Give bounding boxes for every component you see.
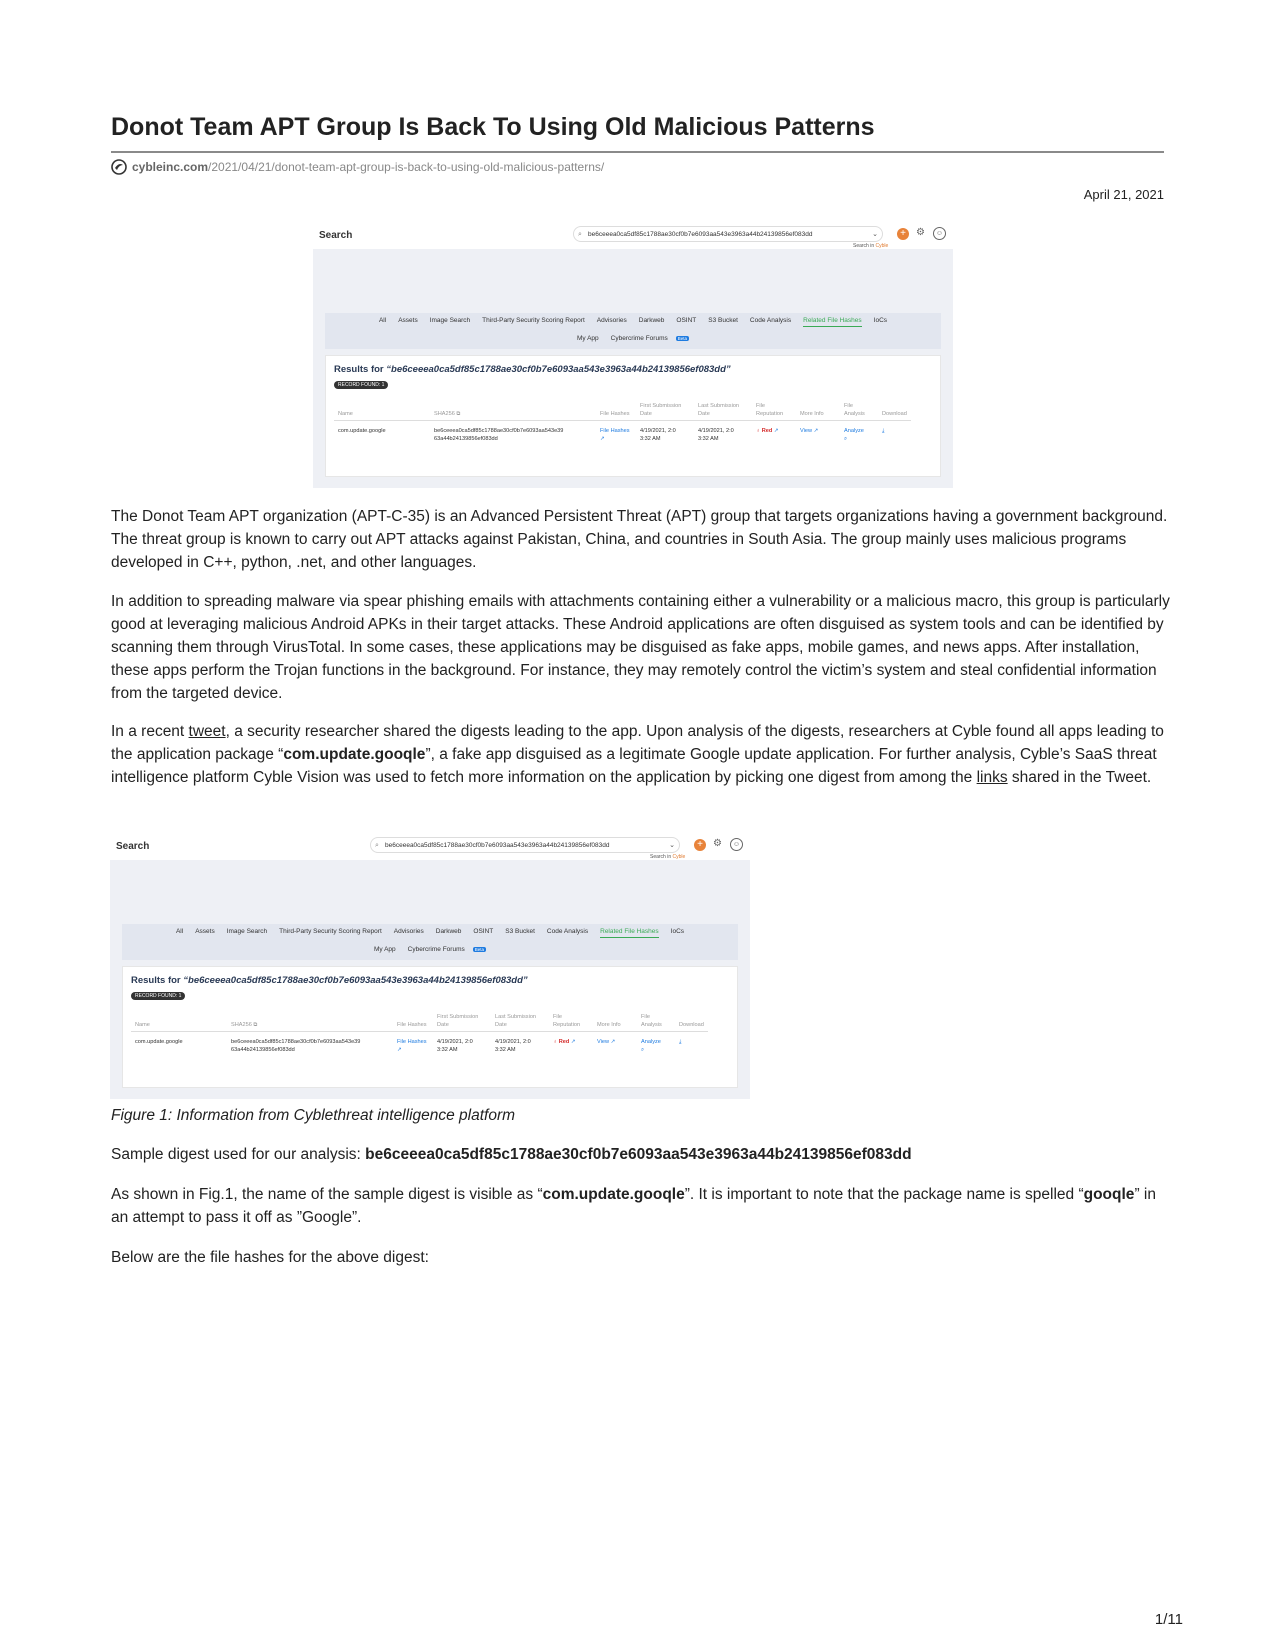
col-file-hashes: File Hashes: [596, 400, 636, 421]
search-input[interactable]: [573, 226, 883, 242]
col-analysis: File Analysis: [637, 1011, 675, 1032]
last-date: 4/19/2021, 2:0: [495, 1039, 531, 1045]
cell-name: com.update.googlе: [135, 1039, 183, 1045]
ribbon-icon: ♁: [553, 1039, 558, 1045]
col-sha256-label: SHA256: [231, 1022, 252, 1028]
tab-assets[interactable]: Assets: [195, 928, 215, 935]
col-name: Name: [131, 1011, 227, 1032]
user-icon[interactable]: ☺: [730, 838, 743, 851]
external-link-icon[interactable]: ↗: [813, 428, 819, 434]
search-icon[interactable]: ⌕: [641, 1047, 645, 1053]
file-hashes-link[interactable]: File Hashes: [397, 1039, 427, 1045]
col-more-info: More Info: [593, 1011, 637, 1032]
record-found-badge: RECORD FOUND: 1: [334, 381, 388, 389]
package-name: com.update.gooqle: [283, 746, 426, 763]
title-divider: [111, 151, 1164, 153]
p5-text-c: ” in an attempt to pass it off as ”Google”.: [111, 1186, 1156, 1226]
table-header: [334, 400, 911, 421]
search-in-brand: Cyble: [875, 243, 889, 249]
tab-bar: [325, 313, 941, 349]
tab-image-search[interactable]: Image Search: [226, 928, 268, 935]
view-link[interactable]: View: [597, 1039, 610, 1045]
cell-analysis[interactable]: [637, 1032, 675, 1057]
search-icon: ⌕: [375, 842, 379, 849]
tab-iocs[interactable]: IoCs: [670, 928, 685, 935]
cell-analysis[interactable]: [840, 421, 878, 446]
reputation-value: Red: [761, 428, 773, 434]
tab-row-1: [325, 317, 941, 324]
col-sha256-label: SHA256: [434, 411, 455, 417]
tweet-link[interactable]: tweet: [188, 723, 226, 740]
search-label: Search: [319, 230, 353, 241]
chevron-down-icon[interactable]: ⌄: [669, 842, 675, 849]
analyze-link[interactable]: Analyze: [641, 1039, 661, 1045]
first-date: 4/19/2021, 2:0: [640, 428, 676, 434]
cell-download[interactable]: [878, 421, 911, 446]
source-path[interactable]: /2021/04/21/donot-team-apt-group-is-back-to-using-old-malicious-patterns/: [208, 160, 605, 174]
record-found-badge: RECORD FOUND: 1: [131, 992, 185, 1000]
cell-reputation[interactable]: [549, 1032, 593, 1057]
col-reputation: File Reputation: [752, 400, 796, 421]
download-icon[interactable]: ⤓: [882, 428, 885, 434]
results-title: [334, 364, 731, 375]
p3-text-a: In a recent: [111, 723, 189, 740]
tab-third-party-security-scoring-report[interactable]: Third-Party Security Scoring Report: [279, 928, 382, 935]
results-panel: [122, 966, 738, 1088]
add-icon[interactable]: +: [897, 228, 909, 240]
tab-advisories[interactable]: Advisories: [393, 928, 424, 935]
results-table: [334, 400, 911, 445]
first-date: 4/19/2021, 2:0: [437, 1039, 473, 1045]
cell-first-date: [433, 1032, 491, 1057]
copy-icon[interactable]: ⧉: [253, 1022, 258, 1028]
gear-icon[interactable]: ⚙: [713, 838, 722, 849]
package-name-2: com.update.gooqle: [542, 1186, 685, 1203]
links-link[interactable]: links: [976, 769, 1008, 786]
source-line: [111, 159, 604, 175]
col-more-info: More Info: [796, 400, 840, 421]
search-in-prefix: Search in: [853, 243, 875, 249]
external-link-icon[interactable]: ↗: [570, 1039, 576, 1045]
p5-text-a: As shown in Fig.1, the name of the sample digest is visible as “: [111, 1186, 543, 1203]
paragraph-6: Below are the file hashes for the above digest:: [111, 1249, 429, 1266]
sha256-line1: be6ceeea0ca5df85c1788ae30cf0b7e6093aa543e39: [231, 1039, 361, 1045]
col-first-date: First Submission Date: [636, 400, 694, 421]
col-first-date: First Submission Date: [433, 1011, 491, 1032]
download-icon[interactable]: ⤓: [679, 1039, 682, 1045]
col-reputation: File Reputation: [549, 1011, 593, 1032]
tab-cybercrime-forums[interactable]: Cybercrime Forums: [407, 946, 465, 953]
content-area: [110, 860, 750, 1099]
p4-text: Sample digest used for our analysis:: [111, 1146, 366, 1163]
cell-download[interactable]: [675, 1032, 708, 1057]
tab-my-app[interactable]: My App: [576, 335, 599, 342]
results-prefix: Results for: [131, 975, 181, 986]
tab-related-file-hashes[interactable]: Related File Hashes: [600, 928, 659, 938]
tab-s3-bucket[interactable]: S3 Bucket: [708, 317, 738, 324]
p3-text-b: , a security researcher shared the digests leading to the app. Upon analysis of the digests, researchers at Cyble found all apps leading to the application package “: [111, 723, 1164, 763]
tab-advisories[interactable]: Advisories: [596, 317, 627, 324]
table-row[interactable]: [334, 421, 911, 446]
cyble-logo-icon: [111, 159, 127, 175]
table-row[interactable]: [131, 1032, 708, 1057]
add-icon[interactable]: +: [694, 839, 706, 851]
table-header: [131, 1011, 708, 1032]
tab-s3-bucket[interactable]: S3 Bucket: [505, 928, 535, 935]
cell-more-info[interactable]: [593, 1032, 637, 1057]
results-query: “be6ceeea0ca5df85c1788ae30cf0b7e6093aa543e3963a44b24139856ef083dd”: [183, 975, 528, 986]
page-number: 1/11: [1154, 1611, 1183, 1628]
col-last-date: Last Submission Date: [694, 400, 752, 421]
analyze-link[interactable]: Analyze: [844, 428, 864, 434]
beta-badge: Beta: [474, 947, 484, 952]
col-download: Download: [878, 400, 911, 421]
last-date: 4/19/2021, 2:0: [698, 428, 734, 434]
search-value: be6ceeea0ca5df85c1788ae30cf0b7e6093aa543e3963a44b24139856ef083dd: [588, 231, 813, 238]
external-link-icon[interactable]: ↗: [610, 1039, 616, 1045]
tab-row-1: [122, 928, 738, 935]
tab-bar: [122, 924, 738, 960]
ribbon-icon: ♁: [756, 428, 761, 434]
p3-text-d: shared in the Tweet.: [1007, 769, 1152, 786]
chevron-down-icon[interactable]: ⌄: [872, 231, 878, 238]
tab-darkweb[interactable]: Darkweb: [435, 928, 462, 935]
reputation-value: Red: [558, 1039, 570, 1045]
col-download: Download: [675, 1011, 708, 1032]
file-hashes-link[interactable]: File Hashes: [600, 428, 630, 434]
sample-digest: be6ceeea0ca5df85c1788ae30cf0b7e6093aa543e3963a44b24139856ef083dd: [365, 1146, 912, 1163]
tab-darkweb[interactable]: Darkweb: [638, 317, 665, 324]
beta-badge: Beta: [677, 336, 687, 341]
content-area: [313, 249, 953, 488]
cell-reputation[interactable]: [752, 421, 796, 446]
cell-sha256: [227, 1032, 393, 1057]
cell-last-date: [491, 1032, 549, 1057]
gear-icon[interactable]: ⚙: [916, 227, 925, 238]
tab-all[interactable]: All: [378, 317, 387, 324]
cell-name: com.update.googlе: [338, 428, 386, 434]
external-link-icon[interactable]: ↗: [773, 428, 779, 434]
tab-related-file-hashes[interactable]: Related File Hashes: [803, 317, 862, 327]
tab-assets[interactable]: Assets: [398, 317, 418, 324]
search-icon: ⌕: [578, 231, 582, 238]
search-icon[interactable]: ⌕: [844, 436, 848, 442]
search-value: be6ceeea0ca5df85c1788ae30cf0b7e6093aa543e3963a44b24139856ef083dd: [385, 842, 610, 849]
col-file-hashes: File Hashes: [393, 1011, 433, 1032]
tab-my-app[interactable]: My App: [373, 946, 396, 953]
last-time: 3:32 AM: [495, 1047, 516, 1053]
p3-text-c: ”, a fake app disguised as a legitimate Google update application. For further analysis, Cyble’s SaaS threat intelligence platform Cyble Vision was used to fetch more information on the application by picking one digest from among the: [111, 746, 1157, 786]
tab-iocs[interactable]: IoCs: [873, 317, 888, 324]
copy-icon[interactable]: ⧉: [456, 411, 461, 417]
tab-row-2: [325, 335, 941, 342]
paragraph-1: The Donot Team APT organization (APT-C-35) is an Advanced Persistent Threat (APT) group that targets organizations having a government background. The threat group is known to carry out APT attacks against Pakistan, China, and countries in South Asia. The group mainly uses malicious programs developed in C++, python, .net, and other languages.: [111, 508, 1168, 571]
tab-all[interactable]: All: [175, 928, 184, 935]
misspelling: gooqle: [1083, 1186, 1135, 1203]
col-sha256: [227, 1011, 393, 1032]
results-query: “be6ceeea0ca5df85c1788ae30cf0b7e6093aa543e3963a44b24139856ef083dd”: [386, 364, 731, 375]
cell-file-hashes[interactable]: [596, 421, 636, 446]
search-in-prefix: Search in: [650, 854, 672, 860]
screenshot-2: [110, 833, 750, 1099]
sha256-line1: be6ceeea0ca5df85c1788ae30cf0b7e6093aa543e39: [434, 428, 564, 434]
col-analysis: File Analysis: [840, 400, 878, 421]
results-table: [131, 1011, 708, 1056]
article-title: Donot Team APT Group Is Back To Using Old Malicious Patterns: [111, 113, 875, 141]
cell-file-hashes[interactable]: [393, 1032, 433, 1057]
figure-caption: Figure 1: Information from Cyblethreat intelligence platform: [111, 1107, 516, 1124]
col-sha256: [430, 400, 596, 421]
paragraph-3: [111, 720, 1171, 789]
search-input[interactable]: [370, 837, 680, 853]
cell-last-date: [694, 421, 752, 446]
user-icon[interactable]: ☺: [933, 227, 946, 240]
paragraph-5: [111, 1183, 1171, 1229]
publish-date: April 21, 2021: [1083, 187, 1164, 202]
external-link-icon[interactable]: ↗: [600, 436, 605, 442]
cell-first-date: [636, 421, 694, 446]
view-link[interactable]: View: [800, 428, 813, 434]
first-time: 3:32 AM: [437, 1047, 458, 1053]
results-title: [131, 975, 528, 986]
tab-code-analysis[interactable]: Code Analysis: [546, 928, 589, 935]
tab-third-party-security-scoring-report[interactable]: Third-Party Security Scoring Report: [482, 317, 585, 324]
tab-cybercrime-forums[interactable]: Cybercrime Forums: [610, 335, 668, 342]
results-prefix: Results for: [334, 364, 384, 375]
external-link-icon[interactable]: ↗: [397, 1047, 402, 1053]
source-domain[interactable]: cybleinc.com: [132, 160, 209, 174]
tab-osint[interactable]: OSINT: [473, 928, 494, 935]
paragraph-4: [111, 1143, 1171, 1166]
screenshot-1: [313, 222, 953, 488]
col-last-date: Last Submission Date: [491, 1011, 549, 1032]
sha256-line2: 63a44b24139856ef083dd: [231, 1047, 295, 1053]
tab-image-search[interactable]: Image Search: [429, 317, 471, 324]
tab-code-analysis[interactable]: Code Analysis: [749, 317, 792, 324]
p5-text-b: ”. It is important to note that the package name is spelled “: [684, 1186, 1084, 1203]
tab-row-2: [122, 946, 738, 953]
search-in-brand: Cyble: [672, 854, 686, 860]
cell-more-info[interactable]: [796, 421, 840, 446]
results-panel: [325, 355, 941, 477]
tab-osint[interactable]: OSINT: [676, 317, 697, 324]
last-time: 3:32 AM: [698, 436, 719, 442]
search-label: Search: [116, 841, 150, 852]
col-name: Name: [334, 400, 430, 421]
cell-sha256: [430, 421, 596, 446]
sha256-line2: 63a44b24139856ef083dd: [434, 436, 498, 442]
first-time: 3:32 AM: [640, 436, 661, 442]
paragraph-2: In addition to spreading malware via spear phishing emails with attachments containing either a vulnerability or a malicious macro, this group is particularly good at leveraging malicious Android APKs in their target attacks. These Android applications are often disguised as system tools and can be identified by scanning them through VirusTotal. In some cases, these applications may be disguised as fake apps, mobile games, and news apps. After installation, these apps perform the Trojan functions in the background. For instance, they may remotely control the victim’s system and steal confidential information from the targeted device.: [111, 593, 1170, 702]
